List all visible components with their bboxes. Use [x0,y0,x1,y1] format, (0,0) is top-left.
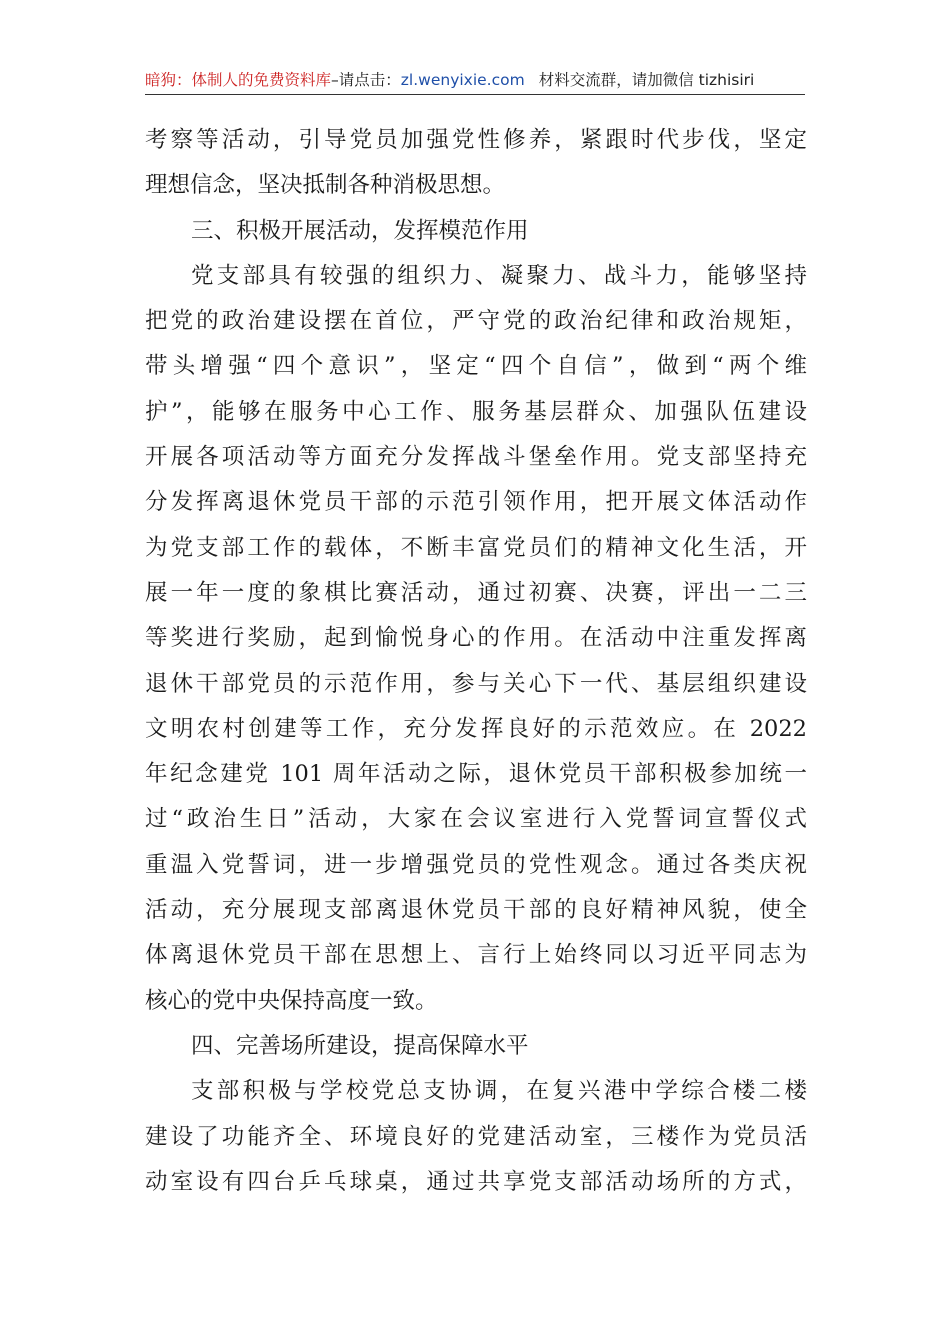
paragraph-line: 重温入党誓词，进一步增强党员的党性观念。通过各类庆祝 [145,851,807,878]
document-body [145,118,807,1205]
paragraph-line: 动室设有四台乒乓球桌，通过共享党支部活动场所的方式， [145,1168,807,1195]
paragraph-line: 体离退休党员干部在思想上、言行上始终同以习近平同志为 [145,942,807,969]
paragraph-line: 建设了功能齐全、环境良好的党建活动室，三楼作为党员活 [145,1123,807,1150]
paragraph-line: 为党支部工作的载体，不断丰富党员们的精神文化生活，开 [145,534,807,561]
paragraph-line: 支部积极与学校党总支协调，在复兴港中学综合楼二楼 [191,1078,807,1105]
paragraph-line: 考察等活动，引导党员加强党性修养，紧跟时代步伐，坚定 [145,127,807,153]
paragraph-line: 等奖进行奖励，起到愉悦身心的作用。在活动中注重发挥离 [145,625,807,652]
section-heading-3: 三、积极开展活动，发挥模范作用 [191,217,529,244]
paragraph-line: 文明农村创建等工作，充分发挥良好的示范效应。在 2022 [145,715,807,742]
paragraph-line: 党支部具有较强的组织力、凝聚力、战斗力，能够坚持 [191,262,807,289]
paragraph-line: 展一年一度的象棋比赛活动，通过初赛、决赛，评出一二三 [145,579,807,606]
paragraph-line: 带头增强“四个意识”，坚定“四个自信”，做到“两个维 [145,353,807,380]
paragraph-line: 理想信念，坚决抵制各种消极思想。 [145,172,506,199]
paragraph-line: 活动，充分展现支部离退休党员干部的良好精神风貌，使全 [145,897,807,924]
paragraph-line: 分发挥离退休党员干部的示范引领作用，把开展文体活动作 [145,489,807,516]
header-divider [145,94,805,95]
header-url-link[interactable]: zl.wenyixie.com [400,71,525,89]
paragraph-line: 核心的党中央保持高度一致。 [145,987,438,1014]
header-brand: 暗狗：体制人的免费资料库 [145,71,332,89]
page-header [145,66,805,94]
paragraph-line: 过“政治生日”活动，大家在会议室进行入党誓词宣誓仪式 [145,806,807,833]
paragraph-line: 把党的政治建设摆在首位，严守党的政治纪律和政治规矩， [145,308,807,335]
header-separator: –请点击： [331,71,401,89]
paragraph-line: 开展各项活动等方面充分发挥战斗堡垒作用。党支部坚持充 [145,444,807,471]
header-wechat-note: 材料交流群，请加微信 tizhisiri [538,71,755,89]
section-heading-4: 四、完善场所建设，提高保障水平 [191,1032,529,1059]
paragraph-line: 退休干部党员的示范作用，参与关心下一代、基层组织建设 [145,670,807,697]
paragraph-line: 护”，能够在服务中心工作、服务基层群众、加强队伍建设 [145,398,807,425]
paragraph-line: 年纪念建党 101 周年活动之际，退休党员干部积极参加统一 [145,761,807,788]
